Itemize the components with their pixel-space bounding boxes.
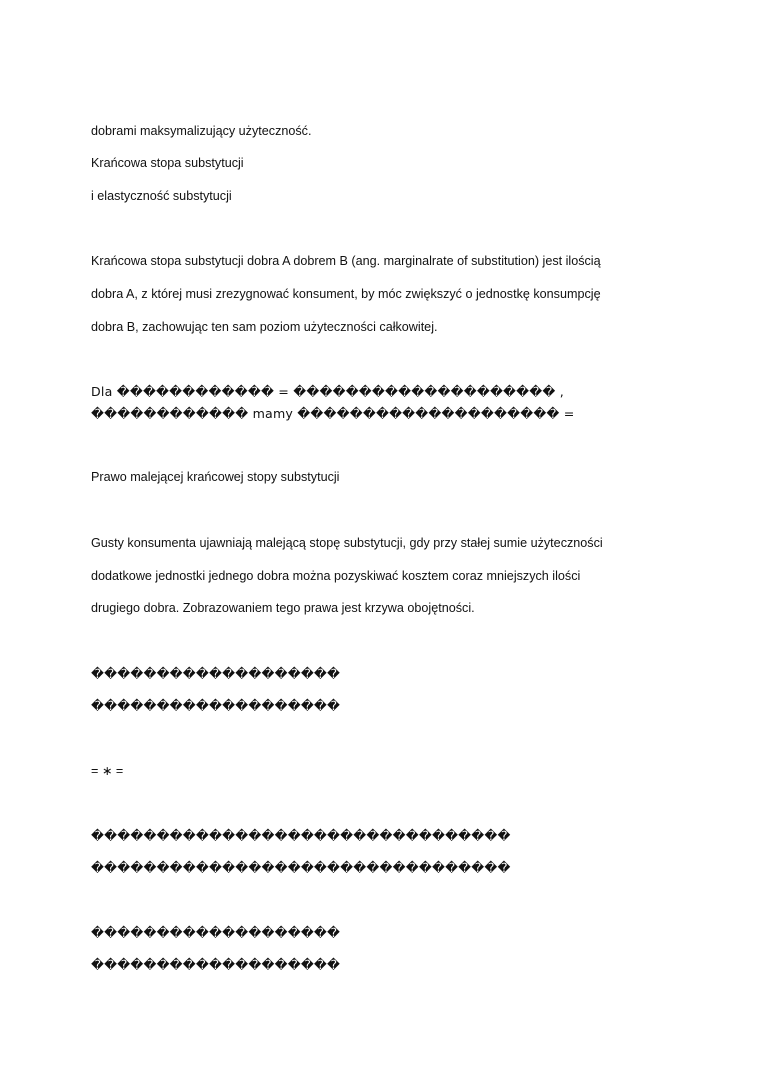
paragraph-line: dobra B, zachowując ten sam poziom użyteczności całkowitej.: [91, 320, 438, 334]
paragraph-line: drugiego dobra. Zobrazowaniem tego prawa jest krzywa obojętności.: [91, 601, 475, 615]
paragraph-line: dobra A, z której musi zrezygnować konsument, by móc zwiększyć o jednostkę konsumpcję: [91, 287, 601, 301]
section-heading: i elastyczność substytucji: [91, 189, 232, 203]
paragraph-line: Gusty konsumenta ujawniają malejącą stopę substytucji, gdy przy stałej sumie użyteczności: [91, 536, 603, 550]
section-heading: Krańcowa stopa substytucji: [91, 156, 244, 170]
text-line: dobrami maksymalizujący użyteczność.: [91, 124, 312, 138]
formula-line: = ∗ =: [91, 764, 124, 778]
paragraph-line: Krańcowa stopa substytucji dobra A dobrem B (ang. marginalrate of substitution) jest ilością: [91, 254, 601, 268]
paragraph-line: dodatkowe jednostki jednego dobra można pozyskiwać kosztem coraz mniejszych ilości: [91, 569, 581, 583]
formula-line: Dla ������������ = �������������������� ,: [91, 384, 564, 399]
formula-line: ������������ mamy �������������������� =: [91, 406, 575, 421]
formula-line: �������������������: [91, 925, 341, 940]
formula-line: �������������������: [91, 666, 341, 681]
formula-line: �������������������: [91, 698, 341, 713]
formula-line: �������������������: [91, 957, 341, 972]
section-heading: Prawo malejącej krańcowej stopy substytucji: [91, 470, 340, 484]
formula-line: ��������������������������������: [91, 860, 511, 875]
formula-line: ��������������������������������: [91, 828, 511, 843]
